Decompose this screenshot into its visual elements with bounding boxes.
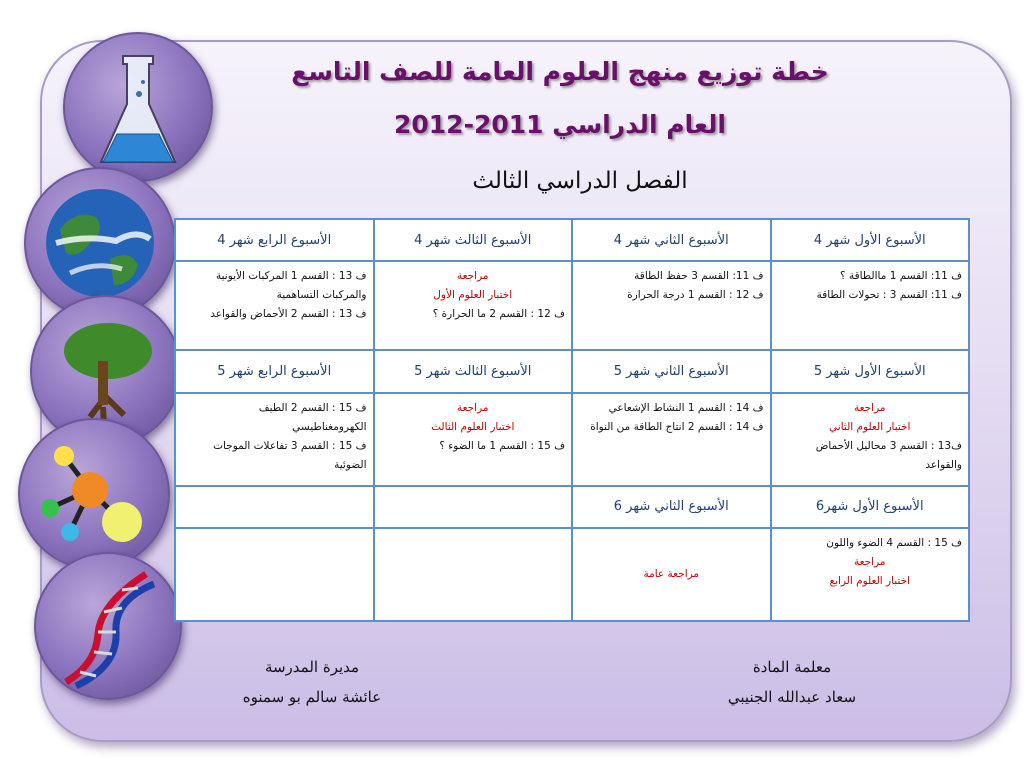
table-header-row bbox=[175, 219, 969, 261]
exam-label: اختبار العلوم الثالث bbox=[431, 420, 515, 433]
lesson-line: ف 13 : القسم 2 الأحماض والقواعد bbox=[210, 308, 367, 321]
review-label: مراجعة bbox=[456, 401, 489, 414]
week-cell bbox=[374, 528, 573, 621]
teacher-title: معلمة المادة bbox=[752, 658, 832, 676]
week-cell bbox=[572, 393, 771, 486]
week-cell bbox=[771, 393, 970, 486]
week-header: الأسبوع الرابع شهر 5 bbox=[175, 350, 374, 392]
week-header: الأسبوع الثاني شهر 6 bbox=[572, 486, 771, 528]
week-header bbox=[175, 486, 374, 528]
lesson-line: ف 14 : القسم 2 انتاج الطاقة من النواة bbox=[590, 420, 764, 433]
principal-signature bbox=[192, 652, 432, 712]
week-cell bbox=[374, 261, 573, 350]
table-header-row bbox=[175, 350, 969, 392]
week-cell bbox=[175, 261, 374, 350]
principal-name: عائشة سالم بو سمنوه bbox=[242, 688, 382, 706]
teacher-signature bbox=[672, 652, 912, 712]
week-cell bbox=[175, 393, 374, 486]
page-title: خطة توزيع منهج العلوم العامة للصف التاسع bbox=[291, 57, 829, 86]
week-header: الأسبوع الأول شهر 5 bbox=[771, 350, 970, 392]
lesson-line: ف 14 : القسم 1 النشاط الإشعاعي bbox=[608, 401, 764, 414]
lesson-line: ف 13 : القسم 1 المركبات الأيونية والمركبات التساهمية bbox=[215, 270, 367, 302]
table-row bbox=[175, 261, 969, 350]
table-row bbox=[175, 528, 969, 621]
table-row bbox=[175, 393, 969, 486]
week-cell bbox=[572, 528, 771, 621]
review-label: مراجعة bbox=[456, 270, 489, 283]
general-review-label: مراجعة عامة bbox=[643, 568, 700, 581]
lesson-line: ف 15 : القسم 1 ما الضوء ؟ bbox=[439, 439, 565, 452]
exam-label: اختبار العلوم الثاني bbox=[829, 420, 911, 433]
week-cell bbox=[175, 528, 374, 621]
lesson-line: ف 11: القسم 3 حفظ الطاقة bbox=[634, 270, 764, 283]
review-label: مراجعة bbox=[853, 556, 886, 569]
week-header bbox=[374, 486, 573, 528]
week-cell bbox=[771, 261, 970, 350]
flask-icon bbox=[63, 32, 213, 182]
table-header-row bbox=[175, 486, 969, 528]
week-header: الأسبوع الثاني شهر 4 bbox=[572, 219, 771, 261]
exam-label: اختبار العلوم الرابع bbox=[829, 575, 911, 588]
week-cell bbox=[572, 261, 771, 350]
week-header: الأسبوع الثالث شهر 4 bbox=[374, 219, 573, 261]
lesson-line: ف 11: القسم 3 : تحولات الطاقة bbox=[816, 289, 962, 302]
schedule-table bbox=[174, 218, 970, 622]
lesson-line: ف13 : القسم 3 محاليل الأحماض والقواعد bbox=[815, 439, 962, 471]
review-label: مراجعة bbox=[853, 401, 886, 414]
term-title: الفصل الدراسي الثالث bbox=[472, 168, 688, 194]
lesson-line: ف 11: القسم 1 ماالطاقة ؟ bbox=[840, 270, 962, 283]
molecule-icon bbox=[18, 418, 170, 570]
lesson-line: ف 12 : القسم 2 ما الحرارة ؟ bbox=[432, 308, 565, 321]
lesson-line: ف 12 : القسم 1 درجة الحرارة bbox=[627, 289, 764, 302]
week-cell bbox=[374, 393, 573, 486]
exam-label: اختبار العلوم الأول bbox=[433, 289, 513, 302]
lesson-line: ف 15 : القسم 2 الطيف الكهرومغناطيسي bbox=[258, 401, 367, 433]
week-header: الأسبوع الثالث شهر 5 bbox=[374, 350, 573, 392]
lesson-line: ف 15 : القسم 3 تفاعلات الموجات الضوئية bbox=[213, 439, 367, 471]
week-header: الأسبوع الأول شهر6 bbox=[771, 486, 970, 528]
week-header: الأسبوع الأول شهر 4 bbox=[771, 219, 970, 261]
dna-icon bbox=[34, 552, 182, 700]
week-header: الأسبوع الثاني شهر 5 bbox=[572, 350, 771, 392]
week-header: الأسبوع الرابع شهر 4 bbox=[175, 219, 374, 261]
academic-year: العام الدراسي 2011-2012 bbox=[394, 110, 726, 139]
principal-title: مديرة المدرسة bbox=[264, 658, 360, 676]
week-cell bbox=[771, 528, 970, 621]
lesson-line: ف 15 : القسم 4 الضوء واللون bbox=[826, 537, 962, 550]
teacher-name: سعاد عبدالله الجنيبي bbox=[727, 688, 857, 706]
